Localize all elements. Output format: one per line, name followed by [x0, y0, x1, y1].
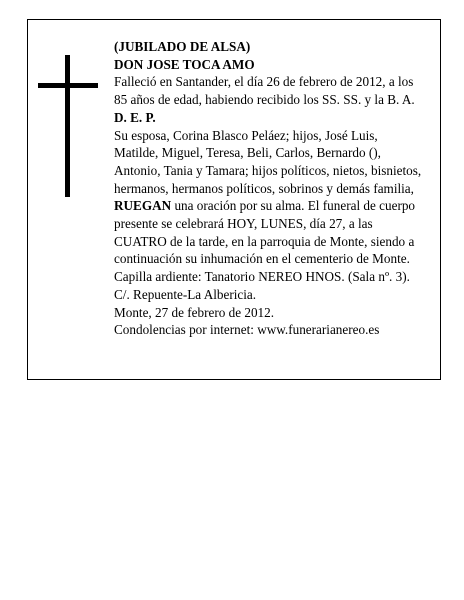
latin-cross-icon	[38, 55, 98, 197]
funeral-details-text: una oración por su alma. El funeral de cuerpo presente se celebrará HOY, LUNES, día 27, a las CUATRO de la tarde, en la parroquia de Monte, siendo a continuación su inhumación en el cementerio de Monte. Capilla ardiente: Tanatorio NEREO HNOS. (Sala nº. 3). C/. Repuente-La Albericia.	[114, 198, 416, 302]
cross-vertical-bar	[65, 55, 70, 197]
dep-line: D. E. P.	[114, 109, 156, 125]
org-line: (JUBILADO DE ALSA)	[114, 39, 251, 54]
death-announcement: Falleció en Santander, el día 26 de febrero de 2012, a los 85 años de edad, habiendo recibido los SS. SS. y la B. A.	[114, 74, 415, 108]
date-line: Monte, 27 de febrero de 2012.	[114, 304, 275, 320]
ruegan-word: RUEGAN	[114, 198, 172, 214]
deceased-name: DON JOSE TOCA AMO	[114, 56, 255, 72]
obituary-text	[114, 38, 424, 339]
condolences-line: Condolencias por internet: www.funerarianereo.es	[114, 322, 380, 338]
funeral-details	[114, 197, 424, 303]
family-list: Su esposa, Corina Blasco Peláez; hijos, José Luis, Matilde, Miguel, Teresa, Beli, Carlos, Bernardo (), Antonio, Tania y Tamara; hijos políticos, nietos, bisnietos, hermanos, hermanos políticos, sobrinos y demás familia,	[114, 127, 422, 196]
cross-horizontal-bar	[38, 83, 98, 88]
